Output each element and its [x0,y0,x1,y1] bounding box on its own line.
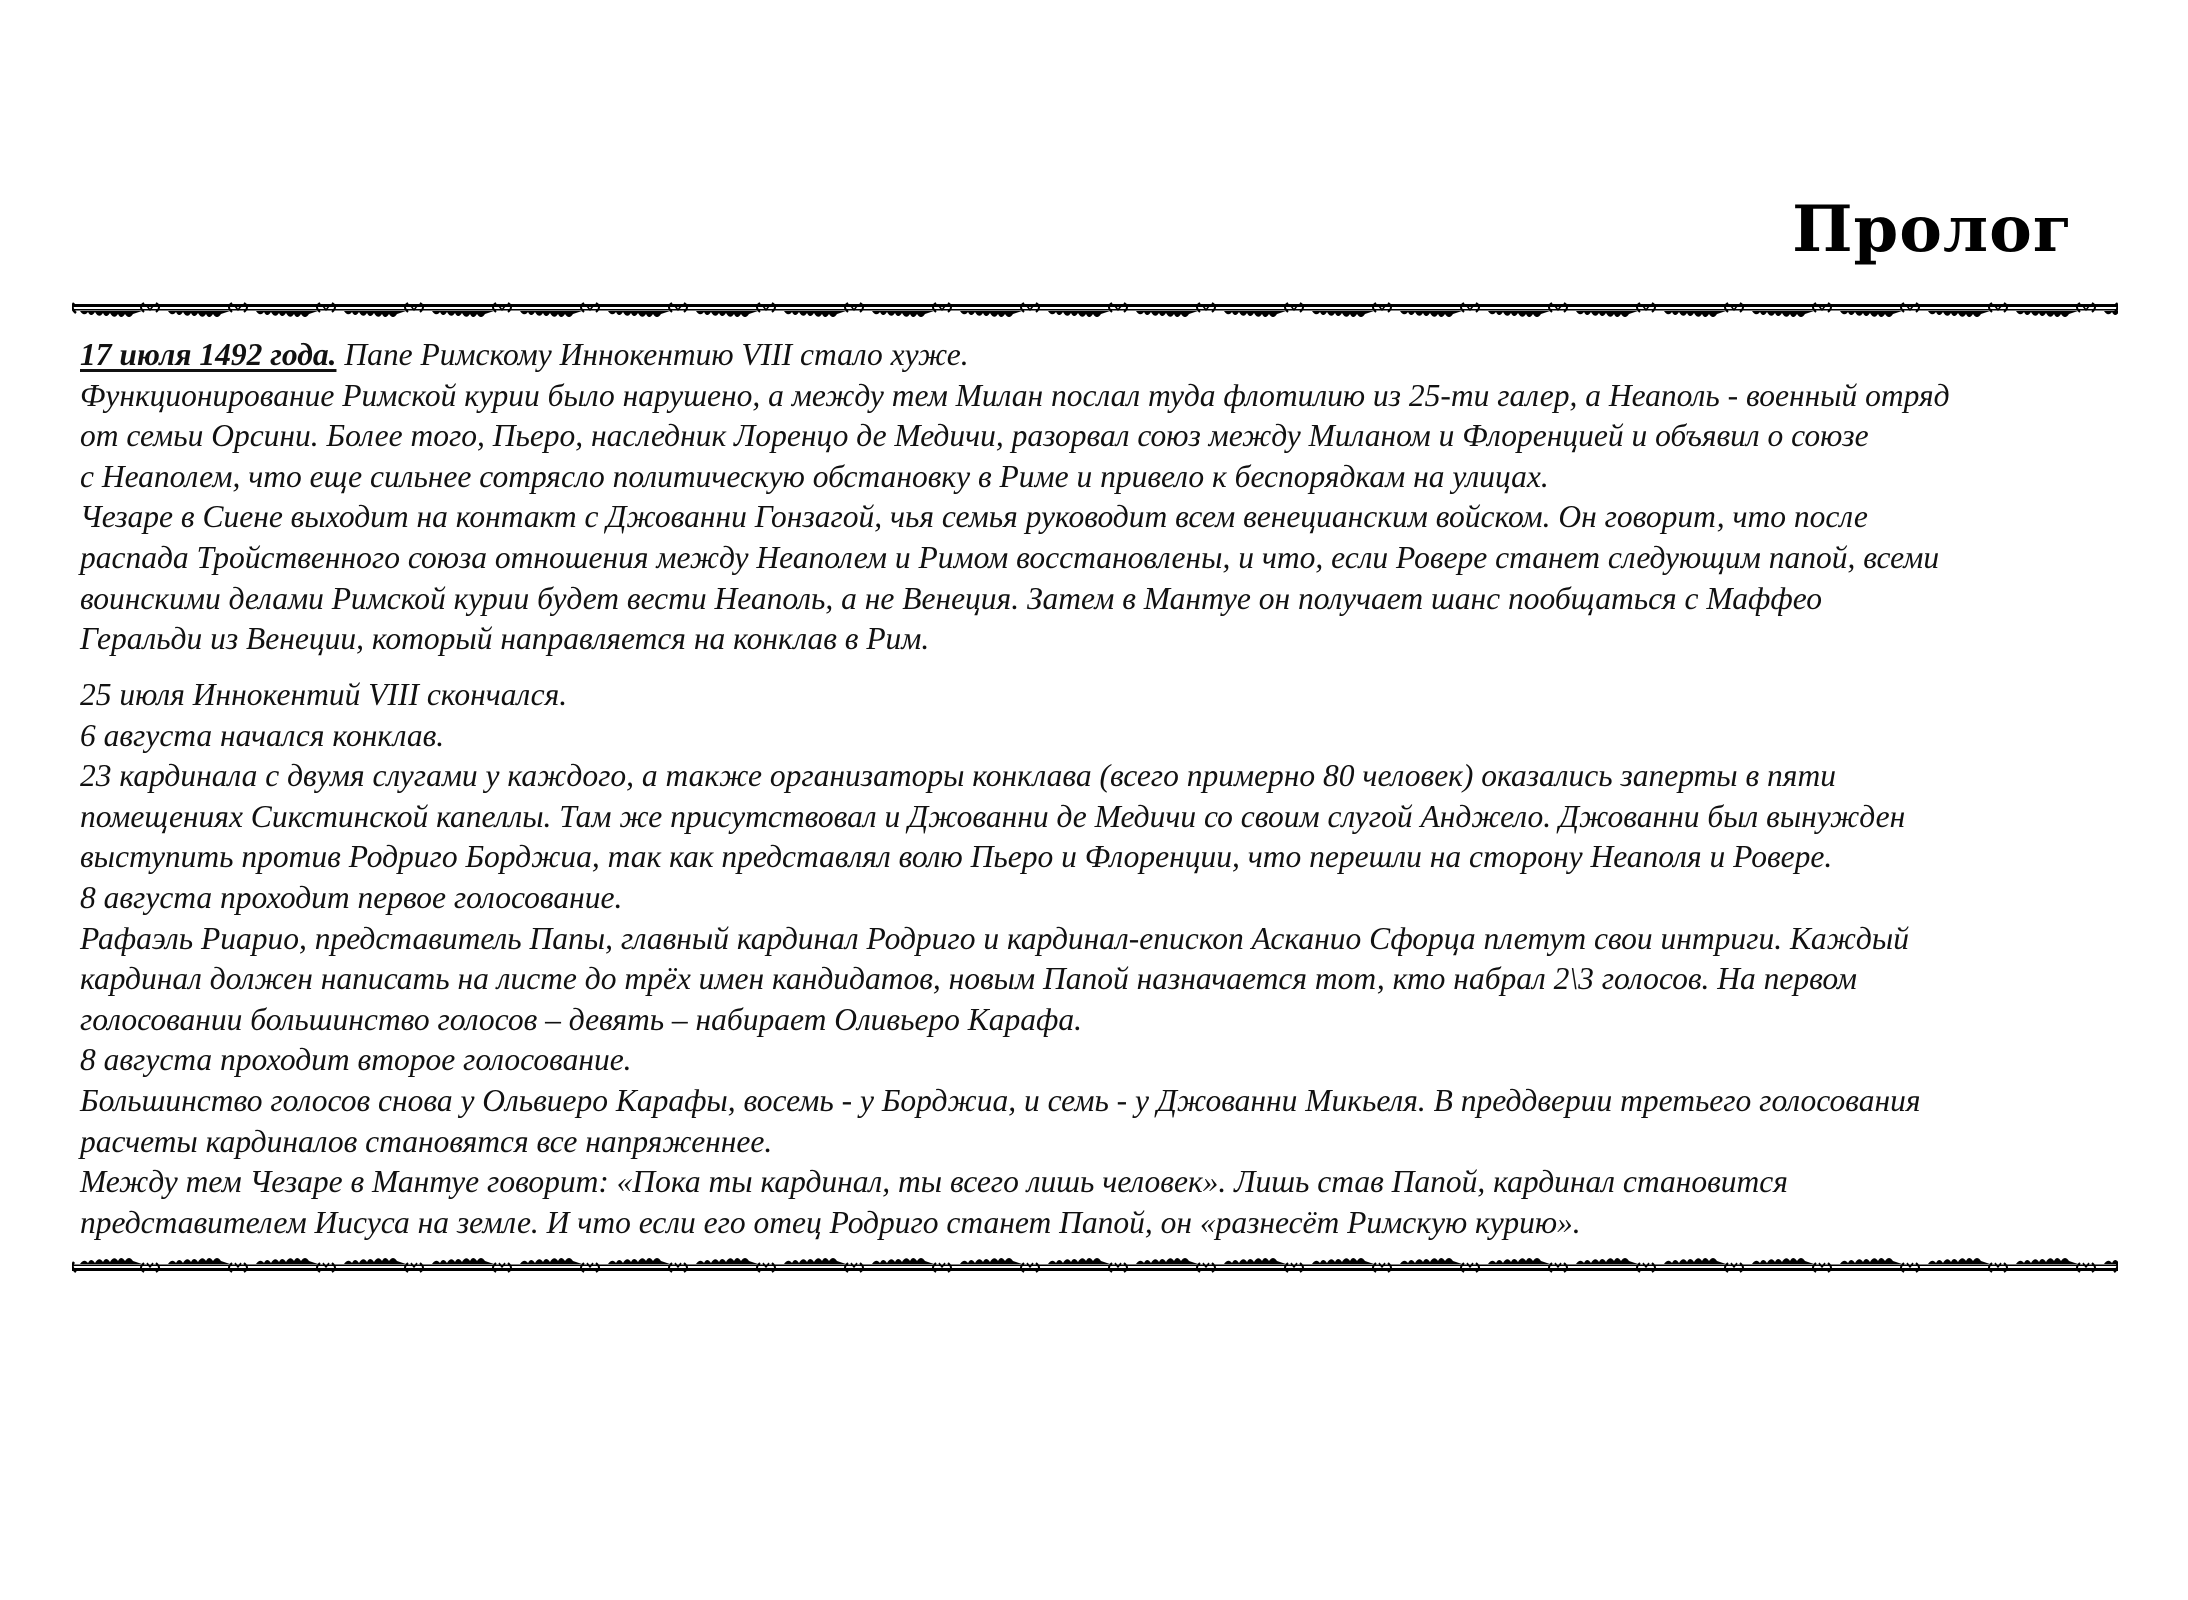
text-line: помещениях Сикстинской капеллы. Там же присутствовал и Джованни де Медичи со своим слугой Анджело. Джованни был вынужден [80,798,1906,834]
text-line: расчеты кардиналов становятся все напряженнее. [80,1123,773,1159]
ornament-divider-icon [72,1255,2118,1273]
ornamental-border-bottom [72,1255,2118,1273]
text-block-first [80,335,2160,660]
text-line: кардинал должен написать на листе до трёх имен кандидатов, новым Папой назначается тот, кто набрал 2\3 голосов. На первом [80,961,1858,997]
text-line [80,335,2160,376]
text-line: 8 августа проходит первое голосование. [80,879,623,915]
text-line: Геральди из Венеции, который направляется на конклав в Рим. [80,621,930,657]
text-line: 25 июля Иннокентий VIII скончался. [80,677,568,712]
page-title: Пролог [1792,192,2073,267]
text-line: распада Тройственного союза отношения между Неаполем и Римом восстановлены, и что, если Ровере станет следующим папой, всеми [80,539,1940,575]
text-span: Папе Римскому Иннокентию VIII стало хуже. [344,337,969,372]
date-heading: 17 июля 1492 года. [80,337,337,372]
text-line: представителем Иисуса на земле. И что если его отец Родриго станет Папой, он «разнесёт Римскую курию». [80,1204,1581,1240]
text-line: 6 августа начался конклав. [80,717,445,753]
text-line: Функционирование Римской курии было нарушено, а между тем Милан послал туда флотилию из 25-ти галер, а Неаполь - военный отряд [80,377,1950,413]
text-line: от семьи Орсини. Более того, Пьеро, наследник Лоренцо де Медичи, разорвал союз между Миланом и Флоренцией и объявил о союзе [80,418,1869,454]
text-line: Большинство голосов снова у Ольвиеро Карафы, восемь - у Борджиа, и семь - у Джованни Микьеля. В преддверии третьего голосования [80,1082,1921,1118]
text-line: 8 августа проходит второе голосование. [80,1042,632,1078]
text-line: Между тем Чезаре в Мантуе говорит: «Пока ты кардинал, ты всего лишь человек». Лишь став Папой, кардинал становится [80,1164,1788,1200]
text-line: с Неаполем, что еще сильнее сотрясло политическую обстановку в Риме и привело к беспорядкам на улицах. [80,458,1549,494]
text-block-second [80,675,2160,1243]
ornamental-border-top [72,302,2118,320]
text-line: Рафаэль Риарио, представитель Папы, главный кардинал Родриго и кардинал-епископ Асканио Сфорца плетут свои интриги. Каждый [80,920,1909,956]
ornament-divider-icon [72,302,2118,320]
text-line: Чезаре в Сиене выходит на контакт с Джованни Гонзагой, чья семья руководит всем венецианским войском. Он говорит, что после [80,499,1868,535]
text-line: голосовании большинство голосов – девять – набирает Оливьеро Карафа. [80,1001,1082,1037]
text-line: воинскими делами Римской курии будет вести Неаполь, а не Венеция. Затем в Мантуе он получает шанс пообщаться с Маффео [80,580,1823,616]
text-line: 23 кардинала с двумя слугами у каждого, а также организаторы конклава (всего примерно 80 человек) оказались заперты в пяти [80,758,1836,794]
text-line: выступить против Родриго Борджиа, так как представлял волю Пьеро и Флоренции, что перешли на сторону Неаполя и Ровере. [80,839,1833,875]
